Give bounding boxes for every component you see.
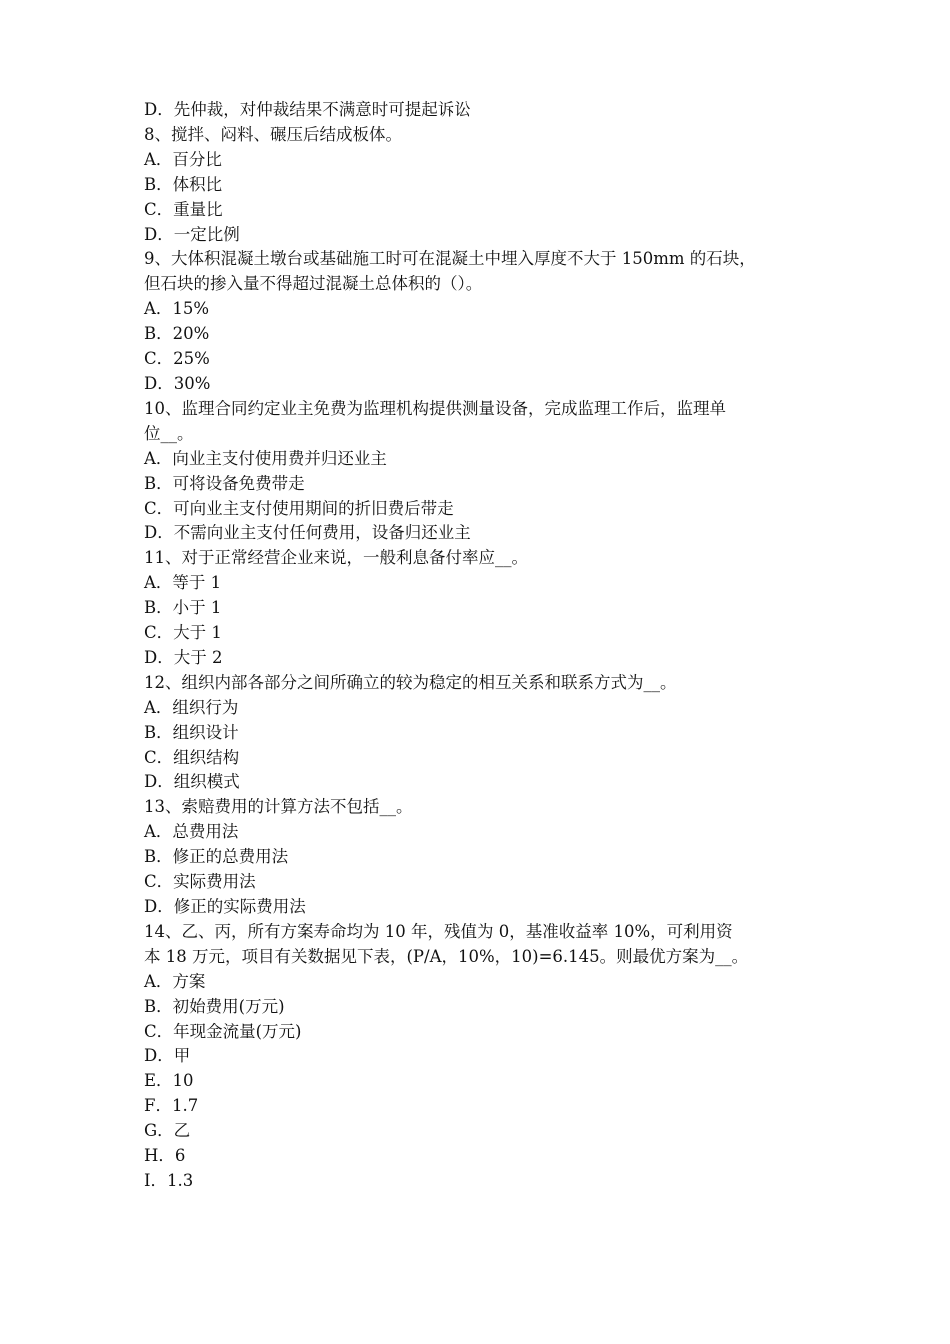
question-14-stem-cont: 本 18 万元，项目有关数据见下表，(P/A，10%，10)=6.145。则最优方案为__。 [144, 946, 749, 966]
option-line: C．大于 1 [144, 623, 222, 643]
option-line: D．30% [144, 373, 211, 393]
option-line: C．25% [144, 349, 210, 369]
option-line: B．体积比 [144, 174, 223, 194]
question-14-stem: 14、乙、丙，所有方案寿命均为 10 年，残值为 0，基准收益率 10%，可利用资 [144, 921, 733, 941]
option-line: D．一定比例 [144, 224, 240, 244]
option-line: A．向业主支付使用费并归还业主 [144, 448, 387, 468]
option-line: A．组织行为 [144, 697, 239, 717]
option-line: C．年现金流量(万元) [144, 1021, 302, 1041]
option-line: F．1.7 [144, 1096, 199, 1116]
option-line: C．可向业主支付使用期间的折旧费后带走 [144, 498, 454, 518]
option-line: B．20% [144, 324, 210, 344]
question-10-stem-cont: 位__。 [144, 423, 194, 443]
option-line: A．百分比 [144, 149, 222, 169]
question-9-stem-cont: 但石块的掺入量不得超过混凝土总体积的（）。 [144, 274, 483, 294]
text-line: D．先仲裁，对仲裁结果不满意时可提起诉讼 [144, 100, 471, 119]
option-line: B．可将设备免费带走 [144, 473, 305, 493]
option-line: B．小于 1 [144, 598, 222, 618]
option-line: I．1.3 [144, 1170, 194, 1190]
question-13-stem: 13、索赔费用的计算方法不包括__。 [144, 797, 413, 817]
option-line: H．6 [144, 1146, 186, 1166]
option-line: D．组织模式 [144, 772, 240, 792]
option-line: C．实际费用法 [144, 872, 256, 892]
option-line: A．总费用法 [144, 822, 239, 842]
option-line: A．等于 1 [144, 573, 222, 593]
option-line: D．不需向业主支付任何费用，设备归还业主 [144, 523, 471, 543]
option-line: D．大于 2 [144, 647, 223, 667]
option-line: D．修正的实际费用法 [144, 897, 306, 916]
option-line: G．乙 [144, 1121, 191, 1141]
option-line: E．10 [144, 1071, 194, 1091]
option-line: A．15% [144, 299, 210, 319]
question-12-stem: 12、组织内部各部分之间所确立的较为稳定的相互关系和联系方式为__。 [144, 672, 677, 692]
question-9-stem: 9、大体积混凝土墩台或基础施工时可在混凝土中埋入厚度不大于 150mm 的石块， [144, 249, 756, 269]
option-line: C．重量比 [144, 199, 223, 219]
option-line: D．甲 [144, 1046, 191, 1066]
document-body [144, 98, 816, 1194]
question-10-stem: 10、监理合同约定业主免费为监理机构提供测量设备，完成监理工作后，监理单 [144, 398, 726, 418]
option-line: B．初始费用(万元) [144, 996, 285, 1016]
option-line: B．组织设计 [144, 722, 239, 742]
question-8-stem: 8、搅拌、闷料、碾压后结成板体。 [144, 124, 402, 144]
option-line: C．组织结构 [144, 747, 240, 767]
question-11-stem: 11、对于正常经营企业来说，一般利息备付率应__。 [144, 548, 528, 568]
option-line: B．修正的总费用法 [144, 847, 289, 867]
option-line: A．方案 [144, 971, 206, 991]
